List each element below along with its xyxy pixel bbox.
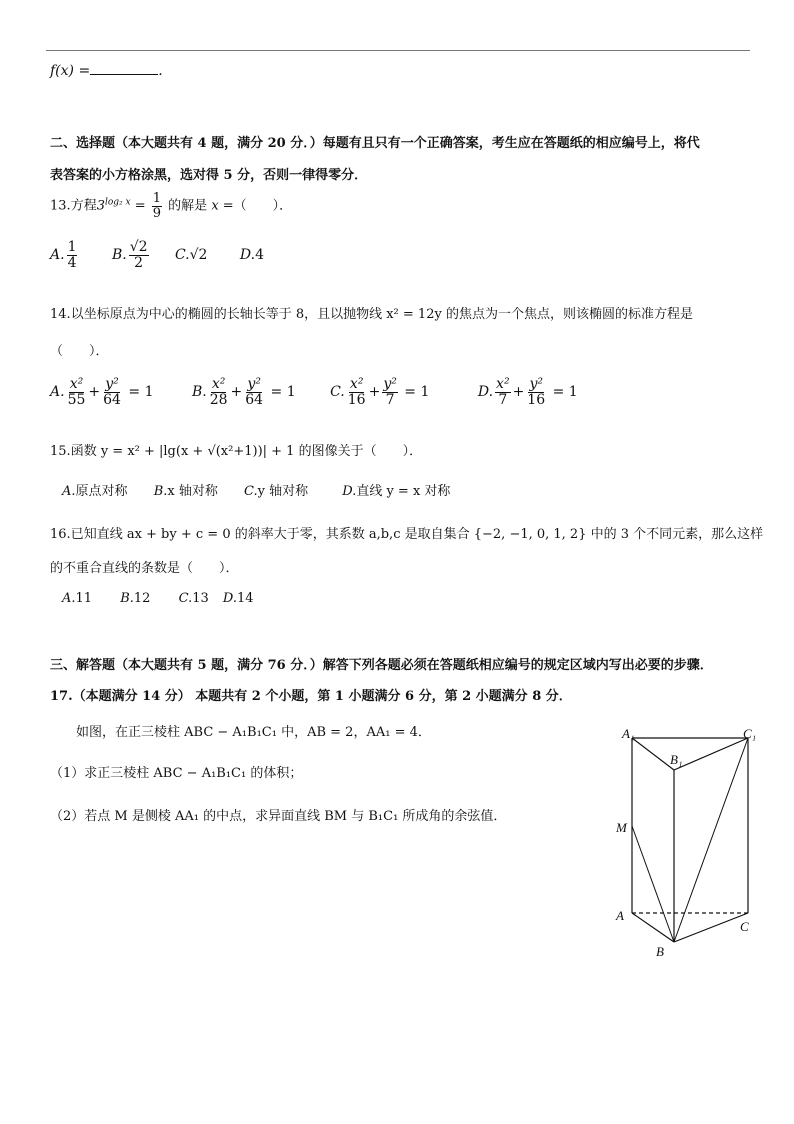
q15-option-a-text: 原点对称 — [75, 484, 128, 499]
q14-a-xsq: x² — [69, 376, 84, 392]
q14-option-b[interactable]: B. $\frac{\text{x²}}{28}$ + $\frac{\text{y²}}{64}$ = 1 — [191, 376, 296, 408]
q13-option-b-label: B. — [111, 247, 127, 264]
q14-d-xsq: x² — [496, 376, 510, 392]
q13-stem — [50, 192, 292, 220]
q13-option-a[interactable] — [50, 240, 79, 270]
q17-header: 17.（本题满分 14 分） 本题共有 2 个小题，第 1 小题满分 6 分，第 2 小题满分 8 分． — [50, 689, 572, 704]
prism-figure — [600, 720, 770, 970]
q14-d-frac1 — [495, 377, 511, 407]
q16-option-b-text: 12 — [133, 591, 151, 606]
q16-number: 16. — [50, 527, 71, 542]
q16-option-d[interactable] — [223, 591, 254, 606]
q13-option-a-label: A. — [50, 247, 65, 264]
q14-option-c[interactable]: C. $\frac{\text{x²}}{16}$ + $\frac{\text{y²}}{7}$ = 1 — [330, 376, 430, 408]
q14-b-d2: 64 — [245, 391, 264, 408]
q14-text: 以坐标原点为中心的椭圆的长轴长等于 8，且以抛物线 x² = 12y 的焦点为一个焦点，则该椭圆的标准方程是 — [70, 307, 693, 322]
q15-option-b[interactable] — [154, 480, 218, 499]
section2-heading: 二、选择题（本大题共有 4 题，满分 20 分．）每题有且只有一个正确答案，考生应在答题纸的相应编号上，将代 — [50, 136, 700, 151]
q15-option-d-text: 直线 y = x 对称 — [356, 484, 451, 499]
q15-text: 函数 y = x² + |lg(x + √(x²+1))| + 1 的图像关于（ ）． — [70, 444, 423, 459]
q16-option-b-label: B. — [120, 591, 134, 606]
q15-option-c-text: y 轴对称 — [257, 484, 309, 499]
q17-part2: （2）若点 M 是侧棱 AA₁ 的中点，求异面直线 BM 与 B₁C₁ 所成角的余弦值． — [50, 809, 507, 824]
q13-a-num: 1 — [67, 239, 77, 255]
label-c: C — [740, 919, 749, 934]
q14-a-d2: 64 — [103, 391, 121, 408]
q16-option-b[interactable] — [120, 591, 150, 606]
q13-text-a: 方程 — [70, 198, 97, 214]
q17-intro: 如图，在正三棱柱 ABC − A₁B₁C₁ 中，AB = 2，AA₁ = 4． — [76, 725, 431, 740]
q14-c-frac2 — [382, 377, 398, 407]
q13-option-d-label: D. — [239, 247, 256, 264]
q14-d-d2: 16 — [527, 391, 546, 408]
q15-stem — [50, 440, 422, 459]
q14-d-d1: 7 — [498, 391, 508, 408]
q16-option-c-text: 13 — [192, 591, 209, 606]
q14-option-a[interactable]: A. $\frac{\text{x²}}{55}$ + $\frac{\text{y²}}{64}$ = 1 — [50, 376, 154, 408]
q15-option-c-label: C. — [243, 484, 258, 499]
q13-d-val: 4 — [255, 247, 265, 264]
q15-option-d[interactable] — [342, 480, 450, 499]
q14-d-frac2 — [526, 377, 546, 407]
q13-option-b[interactable] — [112, 240, 151, 270]
q14-c-ysq: y² — [383, 376, 397, 392]
q14-stem-cont: （ ）． — [50, 344, 109, 359]
q16-stem — [50, 523, 763, 542]
q15-option-b-text: x 轴对称 — [167, 484, 218, 499]
q13-base: 3 — [96, 198, 105, 214]
q13-b-num: √2 — [129, 239, 148, 255]
q13-frac-den: 9 — [152, 205, 162, 221]
q16-option-c[interactable] — [179, 591, 209, 606]
q14-a-frac2 — [102, 377, 122, 407]
segment-bc1 — [674, 738, 748, 942]
q17-part1: （1）求正三棱柱 ABC − A₁B₁C₁ 的体积； — [50, 766, 303, 781]
label-b: B — [656, 944, 664, 959]
q14-d-ysq: y² — [529, 376, 543, 392]
q13-options — [50, 240, 264, 270]
q13-number: 13. — [50, 198, 71, 214]
q13-eq: = — [130, 198, 150, 214]
q13-frac-num: 1 — [152, 191, 162, 206]
q16-option-a-label: A. — [62, 591, 76, 606]
q13-option-a-frac — [67, 240, 78, 270]
q14-option-c-label: C. — [330, 384, 345, 401]
label-c1: C₁ — [743, 726, 757, 741]
q14-b-xsq: x² — [211, 376, 226, 392]
fx-line — [50, 62, 163, 79]
q13-a-den: 4 — [67, 254, 77, 271]
q14-option-d[interactable]: D. $\frac{\text{x²}}{7}$ + $\frac{\text{y²}}{16}$ = 1 — [477, 376, 578, 408]
q14-b-rhs: = 1 — [266, 384, 296, 401]
label-m: M — [616, 820, 627, 835]
header-rule — [46, 50, 750, 51]
q13-option-c[interactable] — [175, 247, 208, 263]
q13-option-c-label: C. — [174, 247, 190, 264]
q13-text-c: =（ ）． — [218, 198, 293, 214]
q14-b-ysq: y² — [247, 376, 261, 392]
q14-option-b-label: B. — [191, 384, 207, 401]
q15-number: 15. — [50, 444, 71, 459]
q13-option-b-frac — [129, 240, 149, 270]
q15-options — [62, 480, 450, 499]
q13-c-val: √2 — [189, 247, 208, 264]
fx-end: . — [158, 63, 163, 79]
q16-option-d-text: 14 — [237, 591, 254, 606]
q15-option-c[interactable] — [244, 480, 308, 499]
q14-stem — [50, 303, 693, 322]
q14-options — [50, 377, 578, 407]
q16-option-a[interactable] — [62, 591, 92, 606]
q13-option-d[interactable] — [240, 247, 264, 263]
fx-label: f(x) = — [50, 63, 91, 79]
q16-option-c-label: C. — [178, 591, 193, 606]
q16-option-d-label: D. — [222, 591, 237, 606]
segment-bm — [632, 826, 674, 942]
q15-option-b-label: B. — [153, 484, 168, 499]
section3-heading: 三、解答题（本大题共有 5 题，满分 76 分．）解答下列各题必须在答题纸相应编号的规定区域内写出必要的步骤． — [50, 658, 713, 673]
q14-b-frac1 — [209, 377, 229, 407]
q13-exp: log₂ x — [104, 197, 131, 208]
q13-b-den: 2 — [134, 254, 144, 271]
q14-c-d1: 16 — [347, 391, 366, 408]
edge-a1b1 — [632, 738, 674, 770]
label-b1: B₁ — [670, 752, 683, 767]
q14-c-rhs: = 1 — [399, 384, 430, 401]
q14-option-a-label: A. — [50, 384, 65, 401]
q14-d-rhs: = 1 — [548, 384, 578, 401]
label-a1: A₁ — [622, 726, 635, 741]
section2-heading-cont: 表答案的小方格涂黑，选对得 5 分，否则一律得零分． — [50, 168, 368, 183]
q14-c-d2: 7 — [385, 391, 395, 408]
q13-text-b: 的解是 — [164, 198, 212, 214]
edge-ab — [632, 913, 674, 942]
q15-option-d-label: D. — [342, 484, 357, 499]
q14-number: 14. — [50, 307, 71, 322]
q13-frac — [152, 192, 162, 220]
label-a: A — [616, 908, 624, 923]
q14-option-d-label: D. — [477, 384, 494, 401]
q14-b-frac2 — [244, 377, 264, 407]
q14-c-frac1 — [347, 377, 367, 407]
q14-a-frac1 — [67, 377, 87, 407]
q15-option-a[interactable] — [62, 480, 128, 499]
q14-a-d1: 55 — [67, 391, 86, 408]
edge-b1c1 — [674, 738, 748, 770]
edge-bc — [674, 913, 748, 942]
q14-c-xsq: x² — [349, 376, 364, 392]
q14-b-d1: 28 — [209, 391, 228, 408]
q16-stem-cont: 的不重合直线的条数是（ ）． — [50, 561, 239, 576]
q15-option-a-label: A. — [62, 484, 76, 499]
q16-options — [62, 591, 254, 606]
q14-a-ysq: y² — [105, 376, 119, 392]
q13-var: x — [211, 198, 219, 214]
q16-text: 已知直线 ax + by + c = 0 的斜率大于零，其系数 a,b,c 是取自集合 {−2, −1, 0, 1, 2} 中的 3 个不同元素，那么这样 — [70, 527, 764, 542]
q16-option-a-text: 11 — [75, 591, 93, 606]
answer-blank[interactable] — [90, 62, 158, 75]
q14-a-rhs: = 1 — [123, 384, 154, 401]
